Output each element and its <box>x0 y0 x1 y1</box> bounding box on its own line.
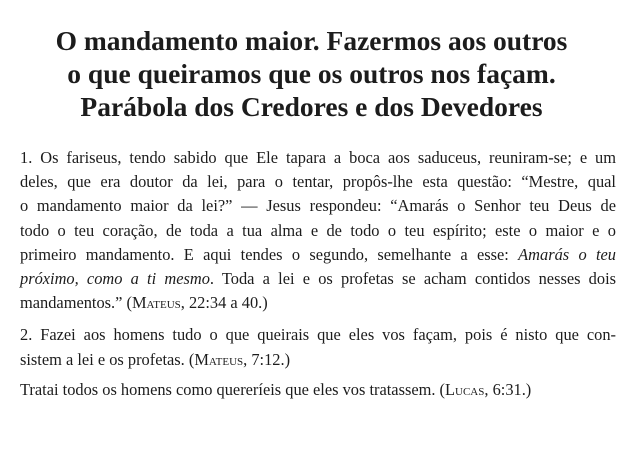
p1-line-6 <box>20 267 616 291</box>
paragraph-1 <box>20 146 616 315</box>
p3-reference-book: Lucas <box>445 379 485 399</box>
p1-line-5-italic: Amarás o teu <box>518 244 617 264</box>
p1-line-1: 1. Os fariseus, tendo sabido que Ele tapara a boca aos saduceus, reuniram-se; e um <box>20 148 616 167</box>
p1-line-6-text: . Toda a lei e os profetas se acham contidos nesses dois <box>209 269 617 289</box>
paragraph-2 <box>20 323 616 371</box>
p1-reference-verse: , 22:34 a 40.) <box>180 293 268 313</box>
p1-line-5-text: primeiro mandamento. E aqui tendes o segundo, semelhante a esse: <box>20 244 519 264</box>
p2-line-2 <box>20 348 616 372</box>
p1-line-6-italic: próximo, como a ti mesmo <box>20 269 210 289</box>
p2-line-1: 2. Fazei aos homens tudo o que queirais que eles vos façam, pois é nisto que con- <box>20 325 616 345</box>
p1-line-2: deles, que era doutor da lei, para o tentar, propôs-lhe esta questão: “Mestre, qual <box>20 172 616 192</box>
title-line-2: o que queiramos que os outros nos façam. <box>67 58 556 90</box>
title-line-1: O mandamento maior. Fazermos aos outros <box>55 25 568 57</box>
p2-line-2-text: sistem a lei e os profetas. ( <box>20 349 195 369</box>
title-line-3: Parábola dos Credores e dos Devedores <box>80 91 543 123</box>
p1-line-4: todo o teu coração, de toda a tua alma e de todo o teu espírito; este o maior e o <box>20 220 616 240</box>
chapter-title <box>0 24 623 123</box>
p1-line-7 <box>20 291 616 315</box>
paragraph-3 <box>20 378 616 402</box>
body-text <box>20 146 616 402</box>
p1-reference-book: Mateus <box>131 293 181 313</box>
p2-reference-book: Mateus <box>194 349 244 369</box>
p2-reference-verse: , 7:12.) <box>243 349 291 369</box>
p1-line-7-text: mandamentos.” ( <box>20 293 132 313</box>
p3-reference-verse: , 6:31.) <box>484 379 532 399</box>
p1-line-5 <box>20 243 616 267</box>
p3-line-1-text: Tratai todos os homens como quereríeis que eles vos tratassem. ( <box>20 379 446 399</box>
p3-line-1 <box>20 378 616 402</box>
p1-line-3: o mandamento maior da lei?” — Jesus respondeu: “Amarás o Senhor teu Deus de <box>20 196 616 216</box>
